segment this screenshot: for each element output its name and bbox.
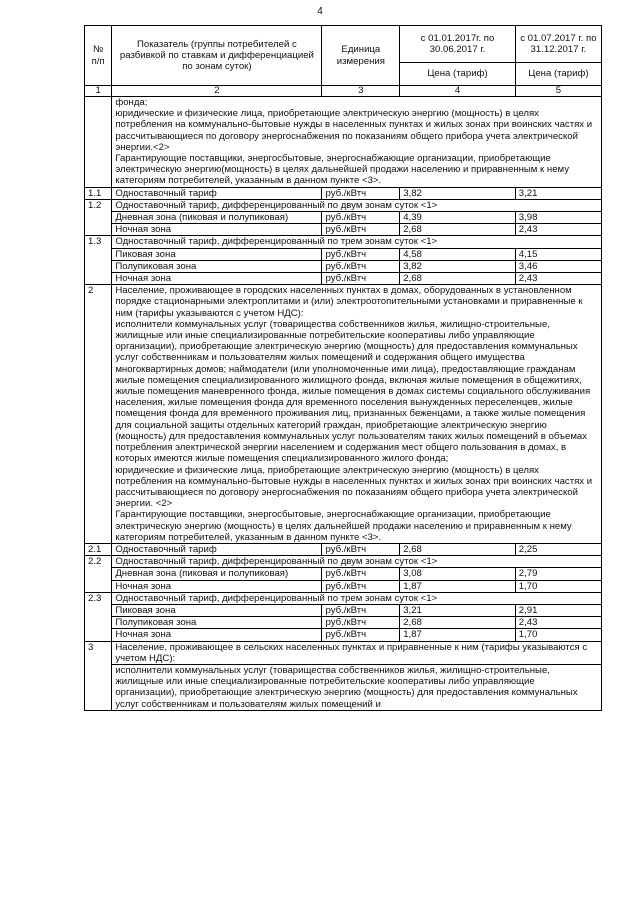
table-row [85,236,602,248]
table-row [85,224,602,236]
row-label: Дневная зона (пиковая и полупиковая) [112,212,322,224]
row-label: Ночная зона [112,629,322,641]
table-row [85,604,602,616]
row-price-1: 2,68 [400,224,516,236]
table-row [85,556,602,568]
page-number: 4 [317,6,323,17]
section-3-text-row [85,664,602,710]
row-price-2: 3,46 [515,260,601,272]
column-number-row [85,86,602,97]
header-num: № п/п [85,26,112,86]
table-row [85,199,602,211]
row-price-1: 3,21 [400,604,516,616]
row-label: Полупиковая зона [112,617,322,629]
section-1-tail-row [85,97,602,188]
row-unit: руб./кВтч [322,604,400,616]
header-period-1: с 01.01.2017г. по 30.06.2017 г. [400,26,516,63]
row-unit: руб./кВтч [322,212,400,224]
row-unit: руб./кВтч [322,617,400,629]
row-num: 1.3 [85,236,112,285]
row-price-2: 1,70 [515,629,601,641]
row-unit: руб./кВтч [322,273,400,285]
row-price-1: 3,82 [400,260,516,272]
header-period-2: с 01.07.2017 г. по 31.12.2017 г. [515,26,601,63]
row-unit: руб./кВтч [322,580,400,592]
row-price-1: 3,82 [400,187,516,199]
row-unit: руб./кВтч [322,568,400,580]
table-row [85,212,602,224]
row-subheading: Одноставочный тариф, дифференцированный по трем зонам суток <1> [112,592,602,604]
row-num: 2 [85,285,112,544]
table-row [85,629,602,641]
row-num: 2.2 [85,556,112,593]
row-label: Ночная зона [112,580,322,592]
row-price-1: 2,68 [400,543,516,555]
col-number: 2 [112,86,322,97]
section-3-text: исполнители коммунальных услуг (товарищества собственников жилья, жилищно-строительные, жилищные или иные специализированные потребительские кооперативы либо управляющие организации), приобретающие электрическую энергию (мощность) для предоставления коммунальных услуг собственникам и пользователям жилых помещений и [112,664,602,710]
row-label: Дневная зона (пиковая и полупиковая) [112,568,322,580]
table-row [85,617,602,629]
row-price-2: 2,43 [515,273,601,285]
section-3-row [85,641,602,664]
row-unit: руб./кВтч [322,543,400,555]
table-row [85,187,602,199]
row-label: Одноставочный тариф [112,187,322,199]
header-price-1: Цена (тариф) [400,63,516,86]
section-2-text: Население, проживающее в городских населенных пунктах в домах, оборудованных в установленном порядке стационарными электроплитами и (или) электроотопительными установками и приравненные к ним (тарифы указываются с учетом НДС): исполнители коммунальных услуг (товарищества собственников жилья, жилищно-строительные, жилищные или иные специализированные потребительские кооперативы либо управляющие организации), приобретающие электрическую энергию (мощность) для предоставления коммунальных услуг собственникам и пользователям жилых помещений и содержания общего имущества многоквартирных домов; наймодатели (или уполномоченные ими лица), предоставляющие гражданам жилые помещения специализированного жилищного фонда, включая жилые помещения в общежитиях, жилые помещения маневренного фонда, жилые помещения в домах системы социального обслуживания населения, жилые помещения фонда для временного поселения вынужденных переселенцев, жилые помещения фонда для временного проживания лиц, признанных беженцами, а также жилые помещения для социальной защиты отдельных категорий граждан, приобретающие электрическую энергию (мощность) для предоставления коммунальных услуг пользователям таких жилых помещений в объемах потребления электрической энергии населением и содержания мест общего пользования в домах, в которых имеются жилые помещения специализированного жилого фонда; юридические и физические лица, приобретающие электрическую энергию (мощность) в целях потребления на коммунально-бытовые нужды в населенных пунктах и жилых зонах при воинских частях и рассчитывающиеся по договору энергоснабжения по показаниям общего прибора учета электрической энергии. <2> Гарантирующие поставщики, энергосбытовые, энергоснабжающие организации, приобретающие электрическую энергию (мощность) в целях дальнейшей продажи населению и приравненным к нему категориям потребителей, указанным в данном пункте <3>. [112,285,602,544]
row-unit: руб./кВтч [322,187,400,199]
row-price-2: 3,21 [515,187,601,199]
row-price-2: 4,15 [515,248,601,260]
row-num: 2.1 [85,543,112,555]
row-price-1: 2,68 [400,617,516,629]
row-price-2: 2,25 [515,543,601,555]
section-1-tail-text: фонда; юридические и физические лица, приобретающие электрическую энергию (мощность) в целях потребления на коммунально-бытовые нужды в населенных пунктах и жилых зонах при воинских частях и рассчитывающиеся по договору энергоснабжения по показаниям общего прибора учета электрической энергии.<2> Гарантирующие поставщики, энергосбытовые, энергоснабжающие организации, приобретающие электрическую энергию(мощность) в целях дальнейшей продажи населению и приравненным к нему категориям потребителей, указанным в данном пункте <3>. [112,97,602,188]
table-row [85,592,602,604]
row-subheading: Одноставочный тариф, дифференцированный по трем зонам суток <1> [112,236,602,248]
row-price-1: 1,87 [400,580,516,592]
row-price-2: 2,91 [515,604,601,616]
row-price-2: 1,70 [515,580,601,592]
row-label: Пиковая зона [112,248,322,260]
row-price-2: 2,43 [515,617,601,629]
table-row [85,580,602,592]
row-price-2: 2,79 [515,568,601,580]
table-row [85,543,602,555]
row-unit: руб./кВтч [322,224,400,236]
row-price-1: 4,39 [400,212,516,224]
row-label: Полупиковая зона [112,260,322,272]
section-2-row [85,285,602,544]
row-price-2: 2,43 [515,224,601,236]
table-row [85,273,602,285]
table-row [85,568,602,580]
row-label: Ночная зона [112,224,322,236]
row-price-1: 4,58 [400,248,516,260]
col-number: 3 [322,86,400,97]
table-row [85,248,602,260]
table-row [85,260,602,272]
row-subheading: Одноставочный тариф, дифференцированный по двум зонам суток <1> [112,199,602,211]
row-price-2: 3,98 [515,212,601,224]
row-label: Ночная зона [112,273,322,285]
header-price-2: Цена (тариф) [515,63,601,86]
row-num: 3 [85,641,112,710]
header-indicator: Показатель (группы потребителей с разбивкой по ставкам и дифференциацией по зонам суток) [112,26,322,86]
row-num: 1.1 [85,187,112,199]
tariff-table [84,25,602,711]
row-subheading: Одноставочный тариф, дифференцированный по двум зонам суток <1> [112,556,602,568]
row-num: 1.2 [85,199,112,236]
row-unit: руб./кВтч [322,629,400,641]
row-price-1: 3,08 [400,568,516,580]
row-unit: руб./кВтч [322,248,400,260]
col-number: 5 [515,86,601,97]
col-number: 4 [400,86,516,97]
row-price-1: 1,87 [400,629,516,641]
col-number: 1 [85,86,112,97]
row-label: Одноставочный тариф [112,543,322,555]
row-unit: руб./кВтч [322,260,400,272]
header-unit: Единица измерения [322,26,400,86]
section-3-intro: Население, проживающее в сельских населенных пунктах и приравненные к ним (тарифы указываются с учетом НДС): [112,641,602,664]
header-row [85,26,602,63]
row-price-1: 2,68 [400,273,516,285]
row-num: 2.3 [85,592,112,641]
row-label: Пиковая зона [112,604,322,616]
